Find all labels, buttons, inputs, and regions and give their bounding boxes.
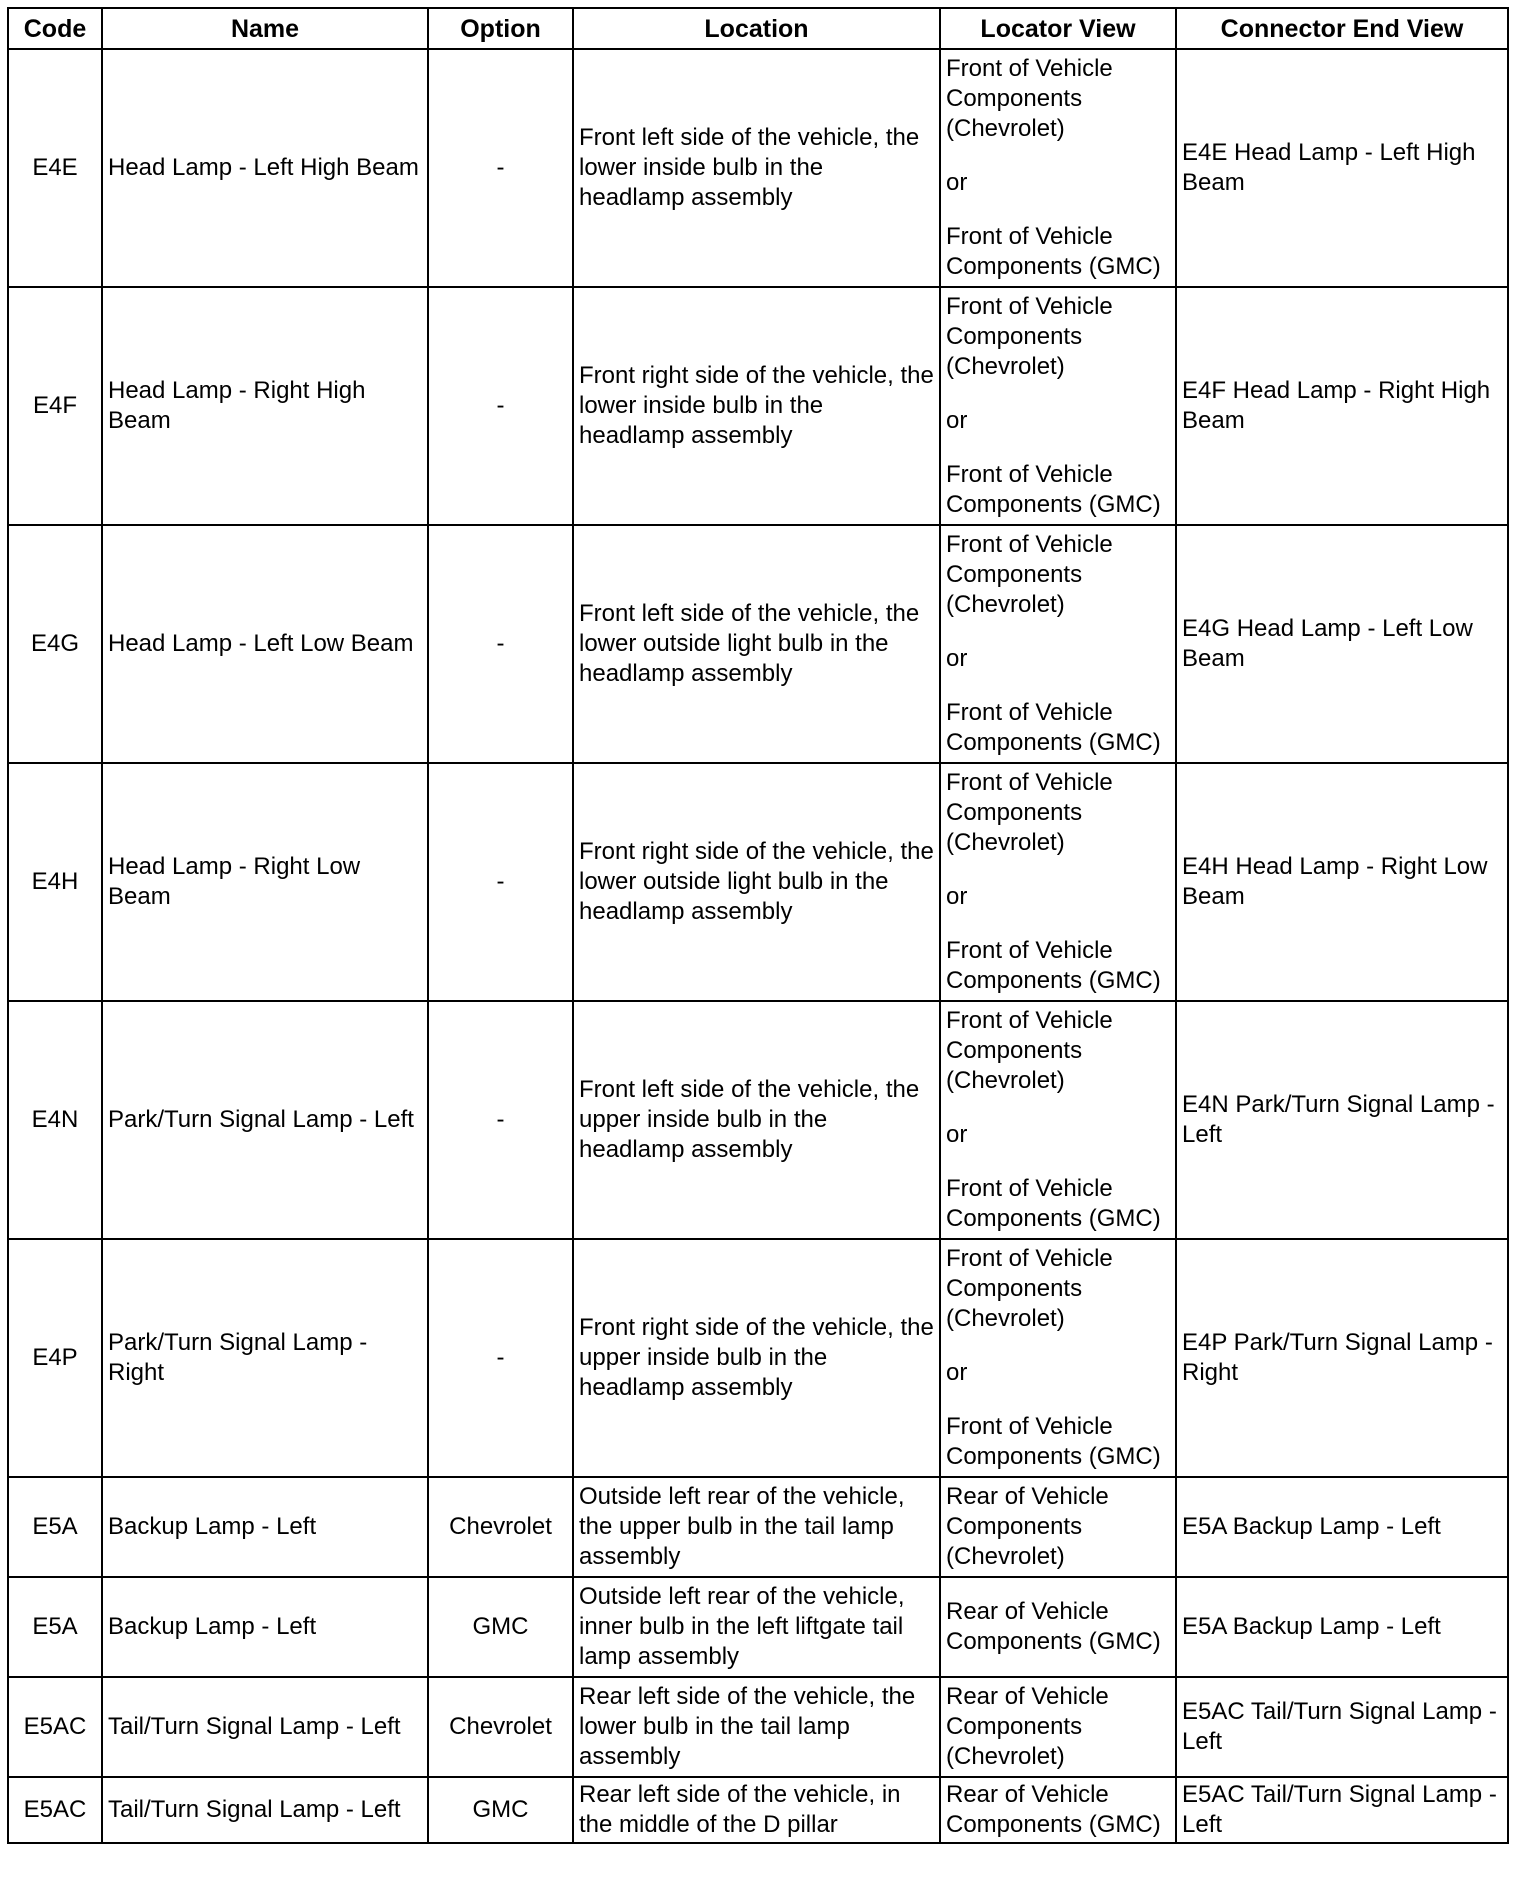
cell-option: Chevrolet: [428, 1477, 573, 1577]
locator-view-link[interactable]: Front of Vehicle Components (Chevrolet): [946, 1007, 1113, 1094]
locator-view-link[interactable]: Front of Vehicle Components (GMC): [946, 937, 1161, 994]
table-row: [8, 1777, 1508, 1843]
table-row: [8, 1477, 1508, 1577]
cell-connector-end-view[interactable]: E4E Head Lamp - Left High Beam: [1176, 49, 1508, 287]
locator-view-or: or: [946, 1121, 968, 1148]
table-row: [8, 525, 1508, 763]
cell-option: GMC: [428, 1777, 573, 1843]
cell-location: Outside left rear of the vehicle, the upper bulb in the tail lamp assembly: [573, 1477, 940, 1577]
cell-option: -: [428, 525, 573, 763]
header-row: [8, 8, 1508, 49]
cell-code: E5AC: [8, 1777, 102, 1843]
header-option: Option: [428, 8, 573, 49]
cell-connector-end-view[interactable]: E5A Backup Lamp - Left: [1176, 1477, 1508, 1577]
cell-connector-end-view[interactable]: E4G Head Lamp - Left Low Beam: [1176, 525, 1508, 763]
table-row: [8, 287, 1508, 525]
cell-location: Front left side of the vehicle, the lower inside bulb in the headlamp assembly: [573, 49, 940, 287]
locator-view-link[interactable]: Front of Vehicle Components (Chevrolet): [946, 55, 1113, 142]
header-name: Name: [102, 8, 428, 49]
cell-connector-end-view[interactable]: E4N Park/Turn Signal Lamp - Left: [1176, 1001, 1508, 1239]
cell-location: Rear left side of the vehicle, the lower bulb in the tail lamp assembly: [573, 1677, 940, 1777]
cell-name: Park/Turn Signal Lamp - Right: [102, 1239, 428, 1477]
locator-view-link[interactable]: Front of Vehicle Components (GMC): [946, 223, 1161, 280]
table-row: [8, 49, 1508, 287]
cell-connector-end-view[interactable]: E5AC Tail/Turn Signal Lamp - Left: [1176, 1777, 1508, 1843]
cell-option: -: [428, 49, 573, 287]
cell-location: Front right side of the vehicle, the lower inside bulb in the headlamp assembly: [573, 287, 940, 525]
table-row: [8, 1001, 1508, 1239]
cell-code: E4G: [8, 525, 102, 763]
cell-connector-end-view[interactable]: E5AC Tail/Turn Signal Lamp - Left: [1176, 1677, 1508, 1777]
locator-view-link[interactable]: Front of Vehicle Components (GMC): [946, 1175, 1161, 1232]
cell-locator-view[interactable]: Rear of Vehicle Components (GMC): [940, 1577, 1176, 1677]
cell-location: Front left side of the vehicle, the upper inside bulb in the headlamp assembly: [573, 1001, 940, 1239]
cell-option: GMC: [428, 1577, 573, 1677]
cell-code: E4F: [8, 287, 102, 525]
cell-location: Front right side of the vehicle, the lower outside light bulb in the headlamp assembly: [573, 763, 940, 1001]
cell-name: Park/Turn Signal Lamp - Left: [102, 1001, 428, 1239]
cell-locator-view[interactable]: Rear of Vehicle Components (Chevrolet): [940, 1477, 1176, 1577]
cell-locator-view: [940, 1239, 1176, 1477]
cell-location: Front right side of the vehicle, the upper inside bulb in the headlamp assembly: [573, 1239, 940, 1477]
locator-view-link[interactable]: Front of Vehicle Components (GMC): [946, 1413, 1161, 1470]
table-row: [8, 1239, 1508, 1477]
cell-name: Backup Lamp - Left: [102, 1577, 428, 1677]
cell-code: E4H: [8, 763, 102, 1001]
cell-locator-view: [940, 1001, 1176, 1239]
locator-view-link[interactable]: Front of Vehicle Components (GMC): [946, 699, 1161, 756]
cell-name: Head Lamp - Left Low Beam: [102, 525, 428, 763]
cell-name: Head Lamp - Right Low Beam: [102, 763, 428, 1001]
header-code: Code: [8, 8, 102, 49]
locator-view-link[interactable]: Front of Vehicle Components (Chevrolet): [946, 769, 1113, 856]
locator-view-or: or: [946, 407, 968, 434]
locator-view-link[interactable]: Front of Vehicle Components (Chevrolet): [946, 293, 1113, 380]
cell-code: E4N: [8, 1001, 102, 1239]
cell-name: Head Lamp - Right High Beam: [102, 287, 428, 525]
cell-name: Tail/Turn Signal Lamp - Left: [102, 1677, 428, 1777]
cell-option: -: [428, 1239, 573, 1477]
cell-location: Outside left rear of the vehicle, inner bulb in the left liftgate tail lamp assembly: [573, 1577, 940, 1677]
cell-name: Tail/Turn Signal Lamp - Left: [102, 1777, 428, 1843]
cell-name: Head Lamp - Left High Beam: [102, 49, 428, 287]
cell-locator-view: [940, 49, 1176, 287]
locator-view-link[interactable]: Front of Vehicle Components (GMC): [946, 461, 1161, 518]
cell-code: E5AC: [8, 1677, 102, 1777]
cell-connector-end-view[interactable]: E5A Backup Lamp - Left: [1176, 1577, 1508, 1677]
cell-locator-view[interactable]: Rear of Vehicle Components (GMC): [940, 1777, 1176, 1843]
cell-connector-end-view[interactable]: E4H Head Lamp - Right Low Beam: [1176, 763, 1508, 1001]
cell-locator-view: [940, 287, 1176, 525]
table-row: [8, 1677, 1508, 1777]
table-row: [8, 763, 1508, 1001]
cell-name: Backup Lamp - Left: [102, 1477, 428, 1577]
locator-view-or: or: [946, 1359, 968, 1386]
cell-locator-view: [940, 763, 1176, 1001]
cell-code: E4E: [8, 49, 102, 287]
cell-option: -: [428, 287, 573, 525]
header-locator-view: Locator View: [940, 8, 1176, 49]
locator-view-link[interactable]: Front of Vehicle Components (Chevrolet): [946, 1245, 1113, 1332]
table-row: [8, 1577, 1508, 1677]
cell-connector-end-view[interactable]: E4F Head Lamp - Right High Beam: [1176, 287, 1508, 525]
locator-view-or: or: [946, 645, 968, 672]
cell-option: -: [428, 763, 573, 1001]
cell-code: E5A: [8, 1577, 102, 1677]
cell-location: Rear left side of the vehicle, in the middle of the D pillar: [573, 1777, 940, 1843]
locator-view-or: or: [946, 883, 968, 910]
cell-locator-view[interactable]: Rear of Vehicle Components (Chevrolet): [940, 1677, 1176, 1777]
header-location: Location: [573, 8, 940, 49]
cell-option: -: [428, 1001, 573, 1239]
cell-locator-view: [940, 525, 1176, 763]
locator-view-link[interactable]: Front of Vehicle Components (Chevrolet): [946, 531, 1113, 618]
cell-location: Front left side of the vehicle, the lower outside light bulb in the headlamp assembly: [573, 525, 940, 763]
cell-connector-end-view[interactable]: E4P Park/Turn Signal Lamp - Right: [1176, 1239, 1508, 1477]
cell-option: Chevrolet: [428, 1677, 573, 1777]
cell-code: E4P: [8, 1239, 102, 1477]
header-connector-end-view: Connector End View: [1176, 8, 1508, 49]
locator-view-or: or: [946, 169, 968, 196]
component-locator-table: [7, 7, 1509, 1844]
cell-code: E5A: [8, 1477, 102, 1577]
